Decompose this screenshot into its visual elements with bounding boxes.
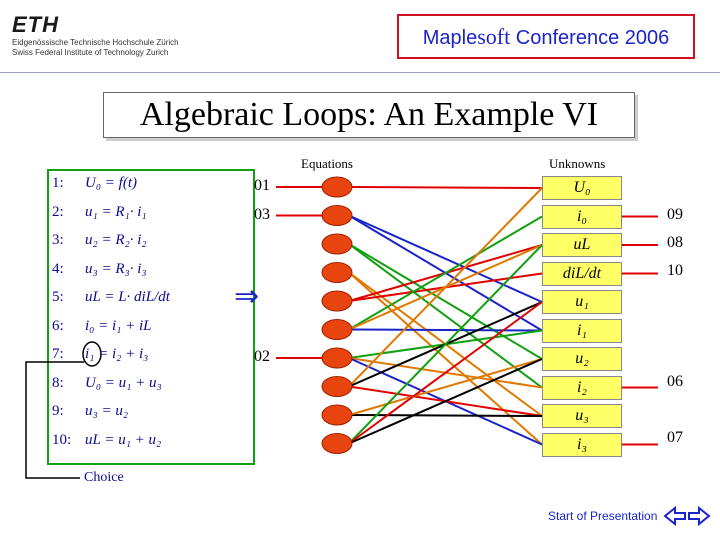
eth-logo-line1: Eidgenössische Technische Hochschule Zürich — [12, 38, 179, 47]
equation-node — [322, 263, 352, 283]
equation-text: u₃ = u₂ — [85, 403, 129, 419]
equation-number: 5: — [52, 289, 64, 305]
equation-order-label: 07 — [667, 429, 683, 446]
equation-unknown-edge — [349, 188, 542, 387]
equation-number: 8: — [52, 374, 64, 391]
eth-logo-line2: Swiss Federal Institute of Technology Zurich — [12, 48, 169, 57]
equation-text: U₀ = u₁ + u₃ — [85, 374, 162, 391]
equation-text: U₀ = f(t) — [85, 175, 137, 191]
unknown-box: i₁ — [542, 319, 622, 343]
equation-text: uL = u₁ + u₂ — [85, 431, 162, 448]
left-right-arrow-icon[interactable] — [663, 505, 711, 527]
equation-number: 3: — [52, 232, 64, 248]
unknown-box: uL — [542, 233, 622, 257]
start-of-presentation-link[interactable]: Start of Presentation — [548, 509, 658, 523]
conference-prefix: Maple — [422, 26, 478, 49]
conference-soft: soft — [477, 23, 511, 49]
equation-number: 1: — [52, 175, 64, 191]
equation-row — [52, 175, 137, 192]
equation-order-label: 01 — [254, 177, 270, 194]
equation-order-label: 10 — [667, 262, 683, 279]
unknown-box: i₃ — [542, 433, 622, 457]
implies-arrow-icon: ⇒ — [234, 280, 260, 313]
unknown-box: u₃ — [542, 404, 622, 428]
equation-node — [322, 434, 352, 454]
equation-text: i₁ = i₂ + i₃ — [85, 346, 149, 362]
choice-label: Choice — [84, 470, 124, 485]
equation-number: 6: — [52, 317, 64, 334]
equation-node — [322, 377, 352, 397]
equation-node — [322, 206, 352, 226]
equation-unknown-edge — [349, 245, 542, 444]
equation-number: 7: — [52, 346, 64, 362]
equation-unknown-edge — [349, 244, 542, 359]
equation-row — [52, 432, 161, 449]
unknowns-heading: Unknowns — [549, 156, 606, 171]
unknown-box: i₂ — [542, 376, 622, 400]
equation-text: u₃ = R₃· i₃ — [85, 260, 147, 277]
unknown-box: u₁ — [542, 290, 622, 314]
unknown-box: U₀ — [542, 176, 622, 200]
equation-order-label: 09 — [667, 206, 683, 223]
equation-node — [322, 348, 352, 368]
unknown-box: diL/dt — [542, 262, 622, 286]
equation-unknown-edge — [349, 359, 542, 415]
equation-number: 9: — [52, 403, 64, 419]
equation-unknown-edge — [349, 273, 542, 445]
equation-text: u₁ = R₁· i₁ — [85, 203, 147, 220]
equation-order-label: 08 — [667, 234, 683, 251]
equation-order-label: 02 — [254, 348, 270, 365]
equation-node — [322, 234, 352, 254]
equations-heading: Equations — [301, 156, 353, 171]
unknown-box: i₀ — [542, 205, 622, 229]
equation-row — [52, 403, 128, 420]
equation-text: i₀ = i₁ + iL — [85, 317, 152, 334]
equation-row — [52, 346, 148, 363]
equation-unknown-edge — [349, 330, 542, 331]
equation-node — [322, 320, 352, 340]
equation-unknown-edge — [349, 187, 542, 188]
slide-title: Algebraic Loops: An Example VI — [139, 96, 599, 133]
equation-number: 10: — [52, 431, 72, 448]
unknown-box: u₂ — [542, 347, 622, 371]
equation-row — [52, 232, 147, 249]
equation-row — [52, 204, 147, 221]
equation-node — [322, 291, 352, 311]
conference-suffix: Conference 2006 — [510, 26, 670, 49]
equation-text: u₂ = R₂· i₂ — [85, 232, 147, 248]
equation-node — [322, 177, 352, 197]
equation-number: 2: — [52, 203, 64, 220]
equation-text: uL = L· diL/dt — [85, 289, 170, 305]
equation-order-label: 03 — [254, 206, 270, 223]
equation-row — [52, 261, 147, 278]
equation-node — [322, 405, 352, 425]
equation-number: 4: — [52, 260, 64, 277]
equation-row — [52, 289, 170, 306]
eth-logo-word: ETH — [12, 12, 59, 37]
equation-row — [52, 375, 162, 392]
equation-row — [52, 318, 152, 335]
equation-order-label: 06 — [667, 373, 683, 390]
